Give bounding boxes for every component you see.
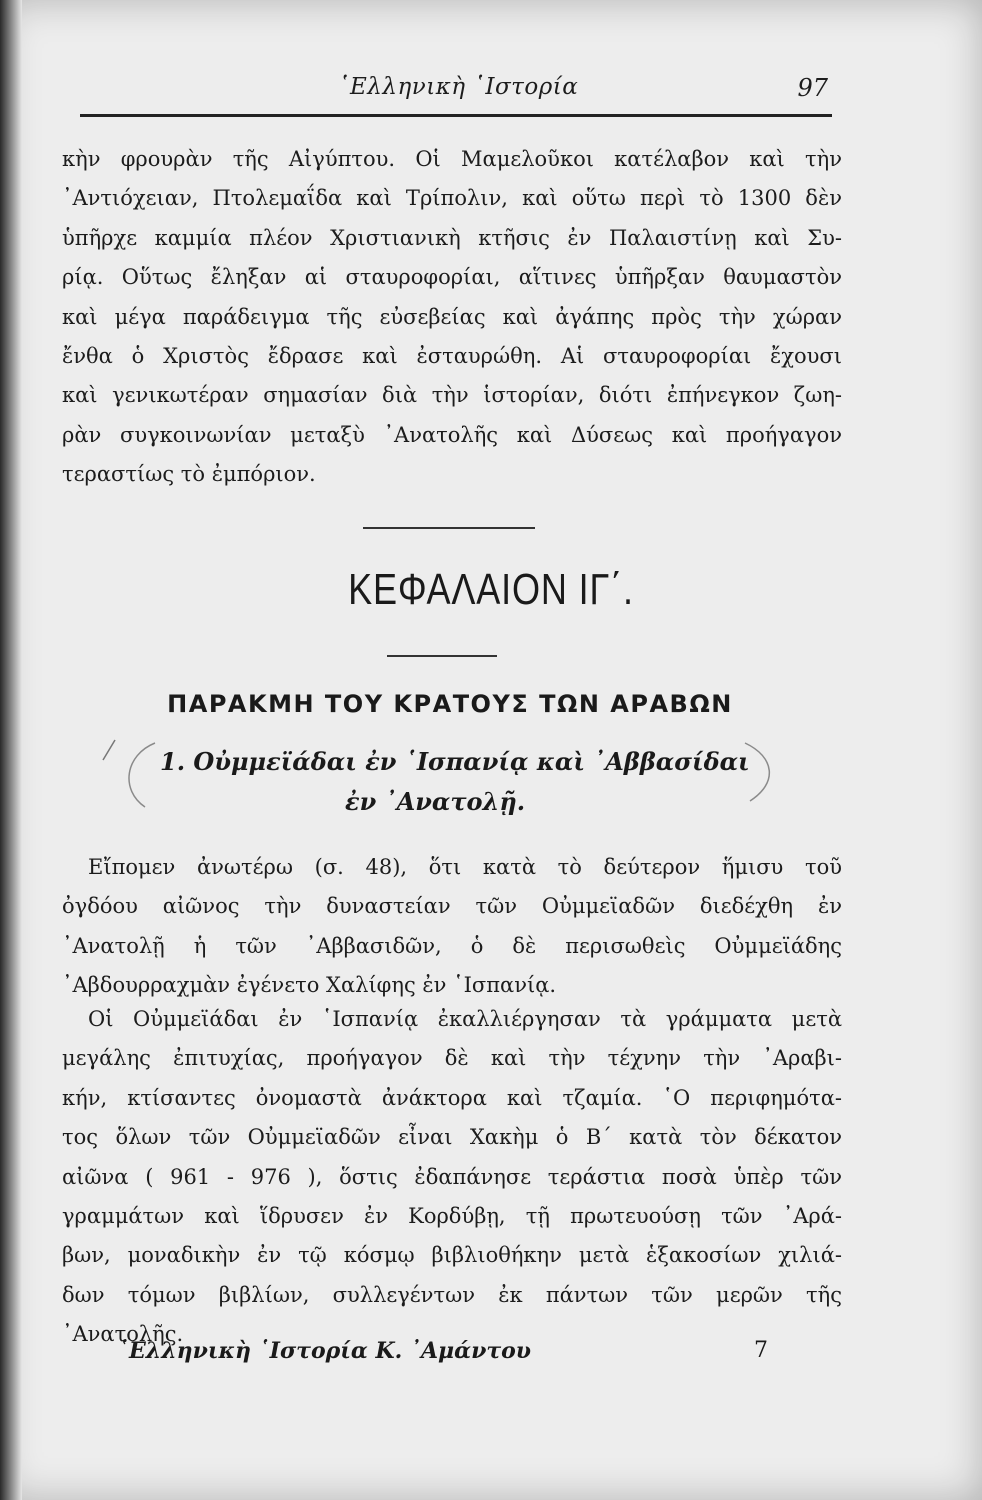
subsection-heading (160, 742, 780, 822)
running-head (88, 68, 828, 108)
page-gutter-shadow (0, 0, 22, 1500)
pencil-bracket-mark-right (730, 735, 790, 805)
text-line: κὴν φρουρὰν τῆς Αἰγύπτου. Οἱ Μαμελοῦκοι κατέλαβον καὶ τὴν (62, 147, 842, 171)
text-line: δων τόμων βιβλίων, συλλεγέντων ἐκ πάντων τῶν μερῶν τῆς (62, 1282, 842, 1307)
chapter-title: ΚΕΦΑΛΑΙΟΝ ΙΓ΄. (348, 565, 634, 614)
header-rule (80, 114, 832, 117)
text-line: Οἱ Οὐμμεϊάδαι ἐν ῾Ισπανίᾳ ἐκαλλιέργησαν τὰ γράμματα μετὰ (88, 1007, 842, 1031)
paragraph-ummayads-culture (62, 1000, 842, 1355)
chapter-rule-top (363, 527, 535, 529)
text-line: Εἴπομεν ἀνωτέρω (σ. 48), ὅτι κατὰ τὸ δεύτερον ἥμισυ τοῦ (88, 855, 842, 879)
text-line: βων, μοναδικὴν ἐν τῷ κόσμῳ βιβλιοθήκην μετὰ ἑξακοσίων χιλιά- (62, 1243, 842, 1268)
text-line: γραμμάτων καὶ ἵδρυσεν ἐν Κορδύβῃ, τῇ πρωτευούσῃ τῶν ᾿Αρά- (62, 1203, 842, 1228)
subsection-line-1: 1. Οὐμμεϊάδαι ἐν ῾Ισπανίᾳ καὶ ᾿Αββασίδαι (160, 747, 750, 776)
paragraph-crusades-end (62, 140, 842, 495)
text-line: ᾿Αβδουρραχμὰν ἐγένετο Χαλίφης ἐν ῾Ισπανίᾳ. (62, 973, 557, 998)
text-line: ρὰν συγκοινωνίαν μεταξὺ ᾿Ανατολῆς καὶ Δύσεως καὶ προήγαγον (62, 422, 842, 447)
text-line: μεγάλης ἐπιτυχίας, προήγαγον δὲ καὶ τὴν τέχνην τὴν ᾿Αραβι- (62, 1046, 842, 1071)
paragraph-ummayads-intro (62, 848, 842, 1006)
text-line: ρίᾳ. Οὕτως ἔληξαν αἱ σταυροφορίαι, αἵτινες ὑπῆρξαν θαυμαστὸν (62, 265, 842, 290)
section-title: ΠΑΡΑΚΜΗ ΤΟΥ ΚΡΑΤΟΥΣ ΤΩΝ ΑΡΑΒΩΝ (167, 690, 733, 718)
text-line: ᾿Αντιόχειαν, Πτολεμαΐδα καὶ Τρίπολιν, καὶ οὕτω περὶ τὸ 1300 δὲν (62, 186, 842, 211)
text-line: κήν, κτίσαντες ὀνομαστὰ ἀνάκτορα καὶ τζαμία. ῾Ο περιφημότα- (62, 1085, 842, 1110)
text-line: ᾿Ανατολῇ ἡ τῶν ᾿Αββασιδῶν, ὁ δὲ περισωθεὶς Οὐμμεϊάδης (62, 933, 842, 958)
text-line: καὶ γενικωτέραν σημασίαν διὰ τὴν ἱστορίαν, διότι ἐπήνεγκον ζωη- (62, 383, 842, 408)
chapter-rule-bottom (387, 655, 497, 657)
text-line: ᾿Ανατολῆς. (62, 1322, 184, 1347)
pencil-bracket-mark (95, 735, 175, 815)
page-number: 97 (797, 74, 828, 102)
footer-book-title: ῾Ελληνικὴ ῾Ιστορία Κ. ᾿Αμάντου (118, 1338, 532, 1364)
text-line: τεραστίως τὸ ἐμπόριον. (62, 462, 316, 487)
text-line: αἰῶνα ( 961 - 976 ), ὅστις ἐδαπάνησε τεράστια ποσὰ ὑπὲρ τῶν (62, 1164, 842, 1189)
text-line: ὑπῆρχε καμμία πλέον Χριστιανικὴ κτῆσις ἐν Παλαιστίνῃ καὶ Συ- (62, 225, 842, 250)
footer-signature-number: 7 (754, 1338, 768, 1363)
text-line: καὶ μέγα παράδειγμα τῆς εὐσεβείας καὶ ἀγάπης πρὸς τὴν χώραν (62, 304, 842, 329)
text-line: ὀγδόου αἰῶνος τὴν δυναστείαν τῶν Οὐμμεϊαδῶν διεδέχθη ἐν (62, 894, 842, 919)
text-line: τος ὅλων τῶν Οὐμμεϊαδῶν εἶναι Χακὴμ ὁ Β΄ κατὰ τὸν δέκατον (62, 1125, 842, 1150)
running-title: ῾Ελληνικὴ ῾Ιστορία (338, 74, 579, 100)
footer-signature-line (118, 1338, 768, 1364)
subsection-line-2: ἐν ᾿Ανατολῇ. (345, 787, 526, 816)
text-line: ἔνθα ὁ Χριστὸς ἔδρασε καὶ ἐσταυρώθη. Αἱ σταυροφορίαι ἔχουσι (62, 343, 842, 368)
